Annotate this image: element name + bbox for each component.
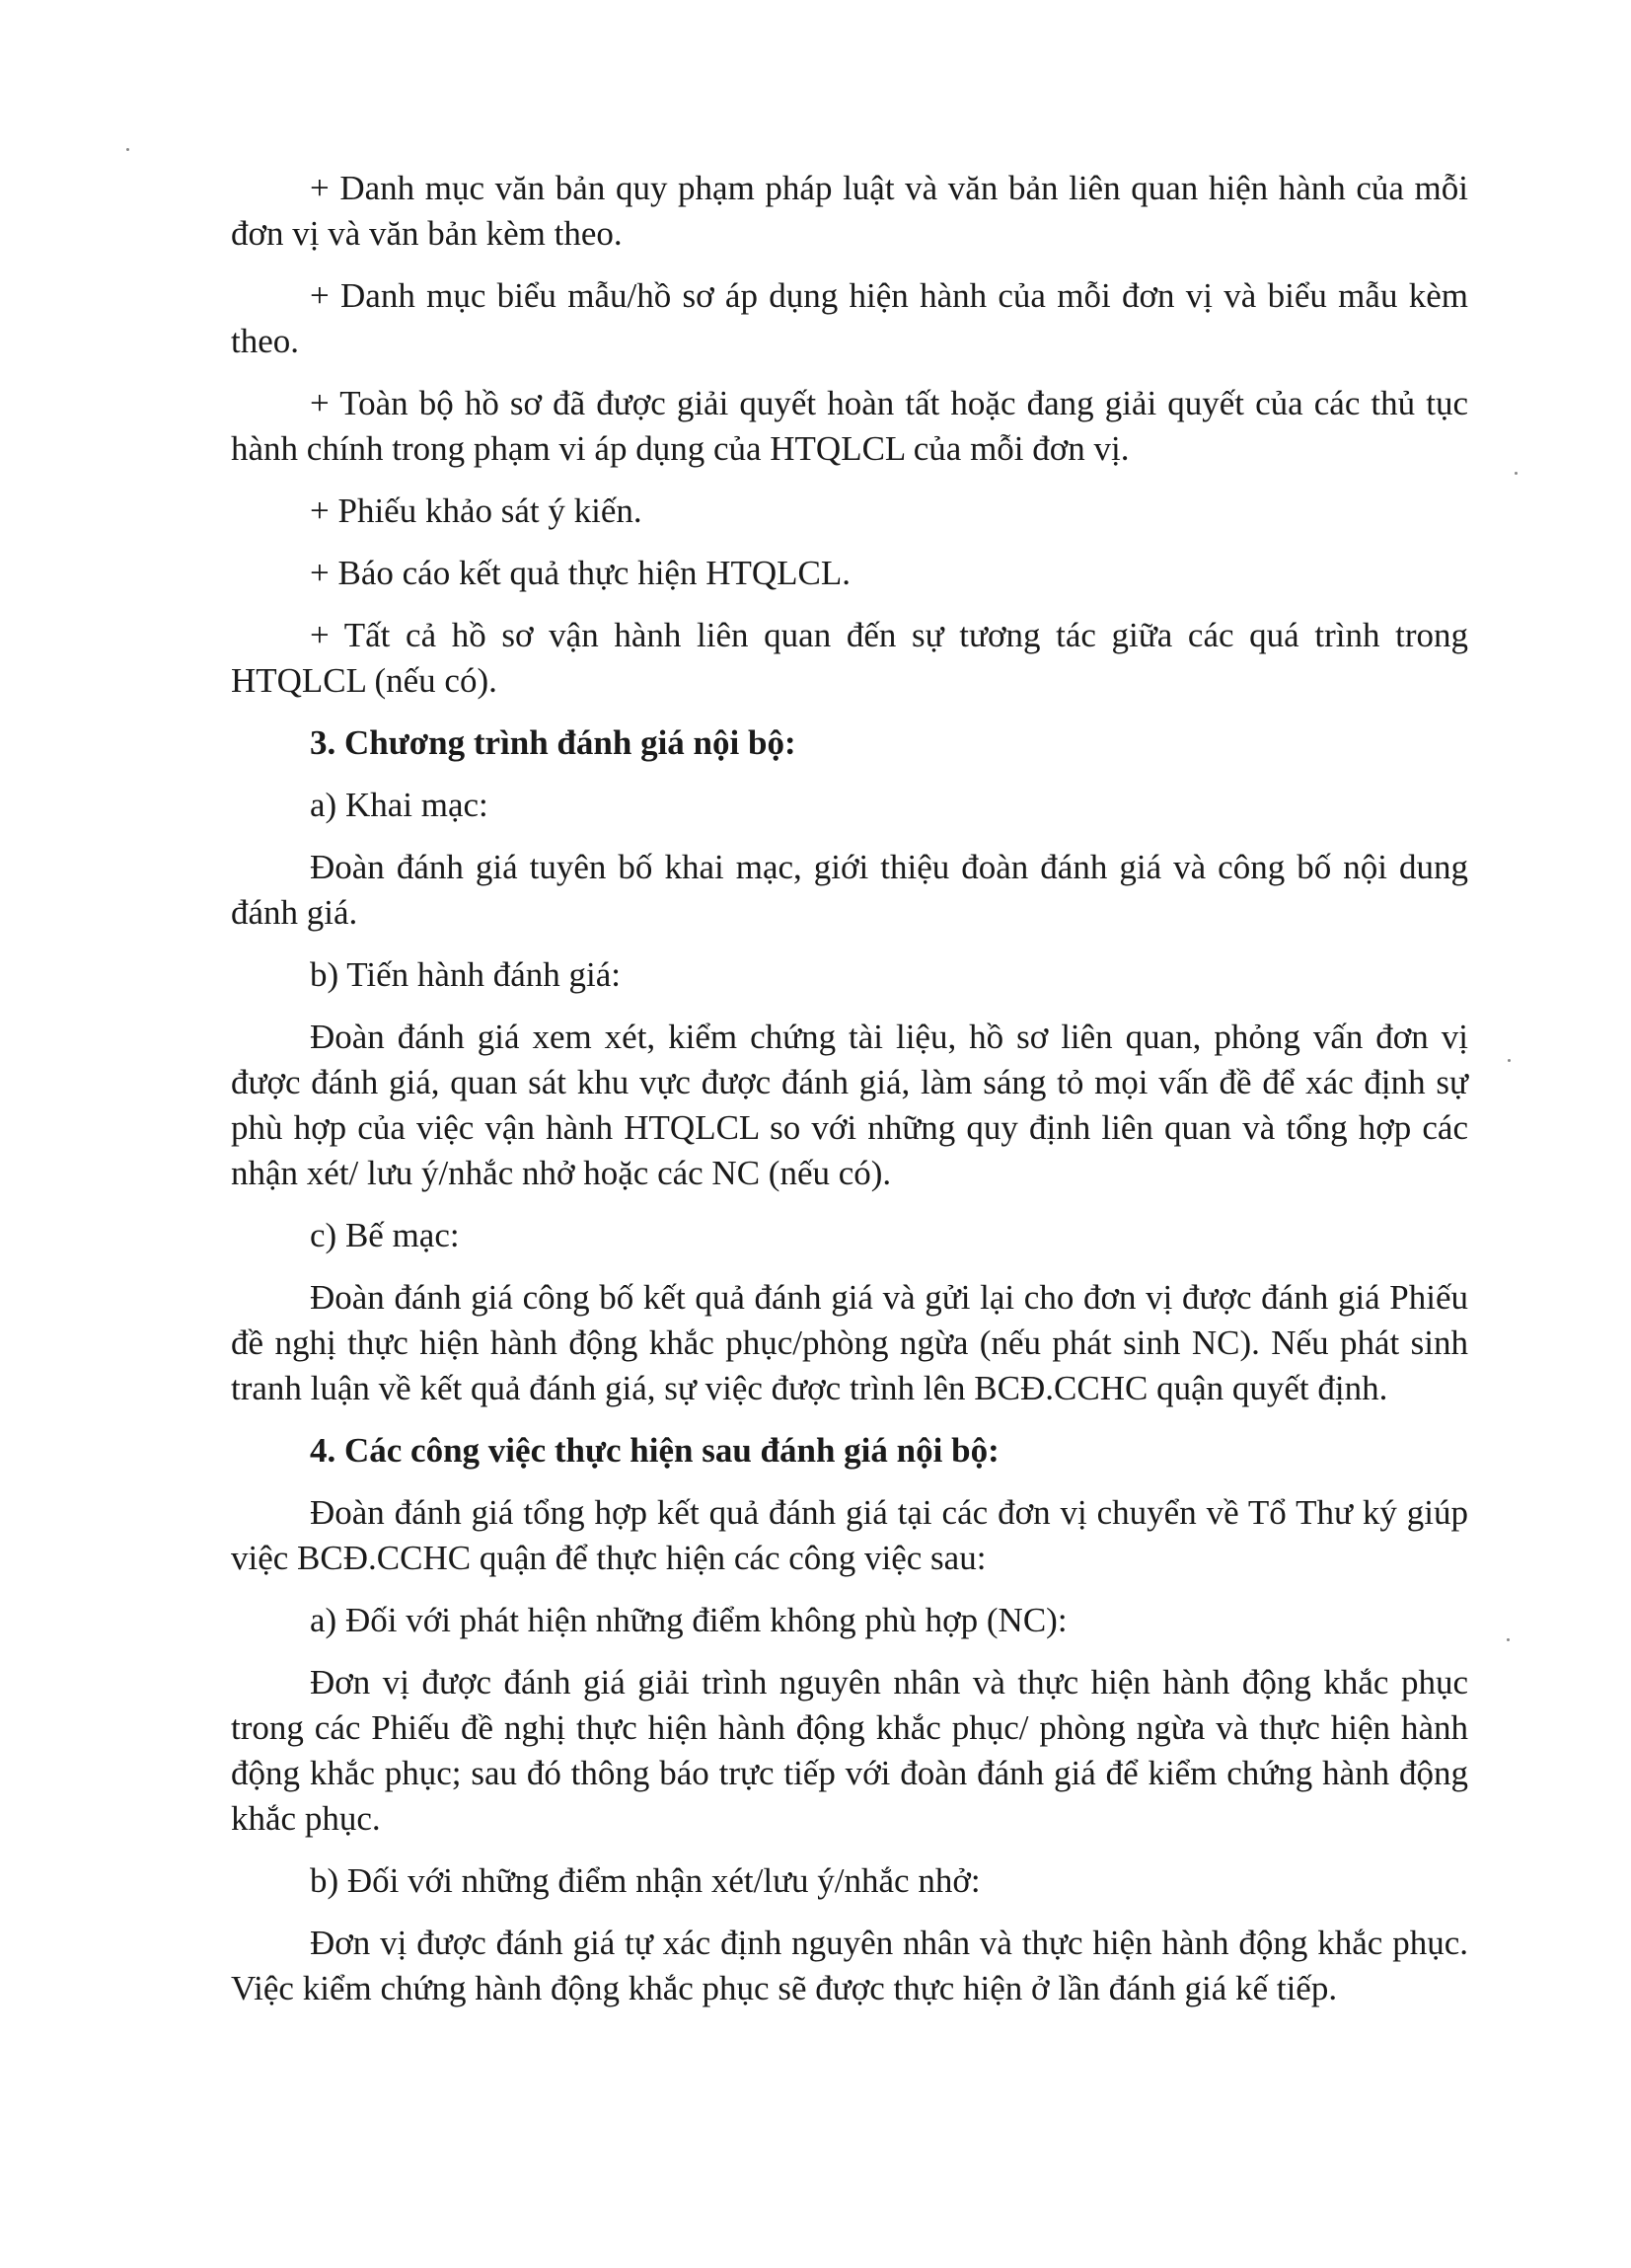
- list-item-survey: + Phiếu khảo sát ý kiến.: [310, 491, 642, 530]
- paragraph-conduct: Đoàn đánh giá xem xét, kiểm chứng tài liệu, hồ sơ liên quan, phỏng vấn đơn vị được đánh giá, quan sát khu vực được đánh giá, làm sáng tỏ mọi vấn đề để xác định sự phù hợp của việc vận hành HTQLCL so với những quy định liên quan và tổng hợp các nhận xét/ lưu ý/nhắc nhở hoặc các NC (nếu có).: [231, 1018, 1468, 1192]
- list-item-report: + Báo cáo kết quả thực hiện HTQLCL.: [310, 554, 852, 592]
- list-item-forms-records: + Danh mục biểu mẫu/hồ sơ áp dụng hiện hành của mỗi đơn vị và biểu mẫu kèm theo.: [231, 276, 1468, 360]
- subheading-remarks: b) Đối với những điểm nhận xét/lưu ý/nhắc nhở:: [310, 1861, 981, 1900]
- paragraph-nc: Đơn vị được đánh giá giải trình nguyên nhân và thực hiện hành động khắc phục trong các Phiếu đề nghị thực hiện hành động khắc phục/ phòng ngừa và thực hiện hành động khắc phục; sau đó thông báo trực tiếp với đoàn đánh giá để kiểm chứng hành động khắc phục.: [231, 1663, 1468, 1838]
- section-heading-4: 4. Các công việc thực hiện sau đánh giá nội bộ:: [310, 1431, 1000, 1470]
- scan-speck: [1515, 472, 1518, 475]
- scan-speck: [1508, 1059, 1511, 1062]
- paragraph-remarks: Đơn vị được đánh giá tự xác định nguyên nhân và thực hiện hành động khắc phục. Việc kiểm chứng hành động khắc phục sẽ được thực hiện ở lần đánh giá kế tiếp.: [231, 1924, 1468, 2007]
- subheading-closing: c) Bế mạc:: [310, 1216, 460, 1254]
- subheading-conduct: b) Tiến hành đánh giá:: [310, 955, 621, 994]
- scan-speck: [1507, 1638, 1510, 1641]
- paragraph-closing: Đoàn đánh giá công bố kết quả đánh giá và gửi lại cho đơn vị được đánh giá Phiếu đề nghị thực hiện hành động khắc phục/phòng ngừa (nếu phát sinh NC). Nếu phát sinh tranh luận về kết quả đánh giá, sự việc được trình lên BCĐ.CCHC quận quyết định.: [231, 1278, 1468, 1407]
- list-item-legal-documents: + Danh mục văn bản quy phạm pháp luật và văn bản liên quan hiện hành của mỗi đơn vị và văn bản kèm theo.: [231, 169, 1468, 253]
- paragraph-opening: Đoàn đánh giá tuyên bố khai mạc, giới thiệu đoàn đánh giá và công bố nội dung đánh giá.: [231, 848, 1468, 932]
- document-body: [231, 166, 1468, 2028]
- subheading-opening: a) Khai mạc:: [310, 786, 488, 824]
- list-item-operation-records: + Tất cả hồ sơ vận hành liên quan đến sự tương tác giữa các quá trình trong HTQLCL (nếu có).: [231, 616, 1468, 700]
- list-item-all-records: + Toàn bộ hồ sơ đã được giải quyết hoàn tất hoặc đang giải quyết của các thủ tục hành chính trong phạm vi áp dụng của HTQLCL của mỗi đơn vị.: [231, 384, 1468, 468]
- scan-speck: [126, 148, 129, 151]
- section-heading-3: 3. Chương trình đánh giá nội bộ:: [310, 723, 796, 762]
- paragraph-post-audit: Đoàn đánh giá tổng hợp kết quả đánh giá tại các đơn vị chuyển về Tổ Thư ký giúp việc BCĐ.CCHC quận để thực hiện các công việc sau:: [231, 1493, 1468, 1577]
- subheading-nc: a) Đối với phát hiện những điểm không phù hợp (NC):: [310, 1601, 1068, 1639]
